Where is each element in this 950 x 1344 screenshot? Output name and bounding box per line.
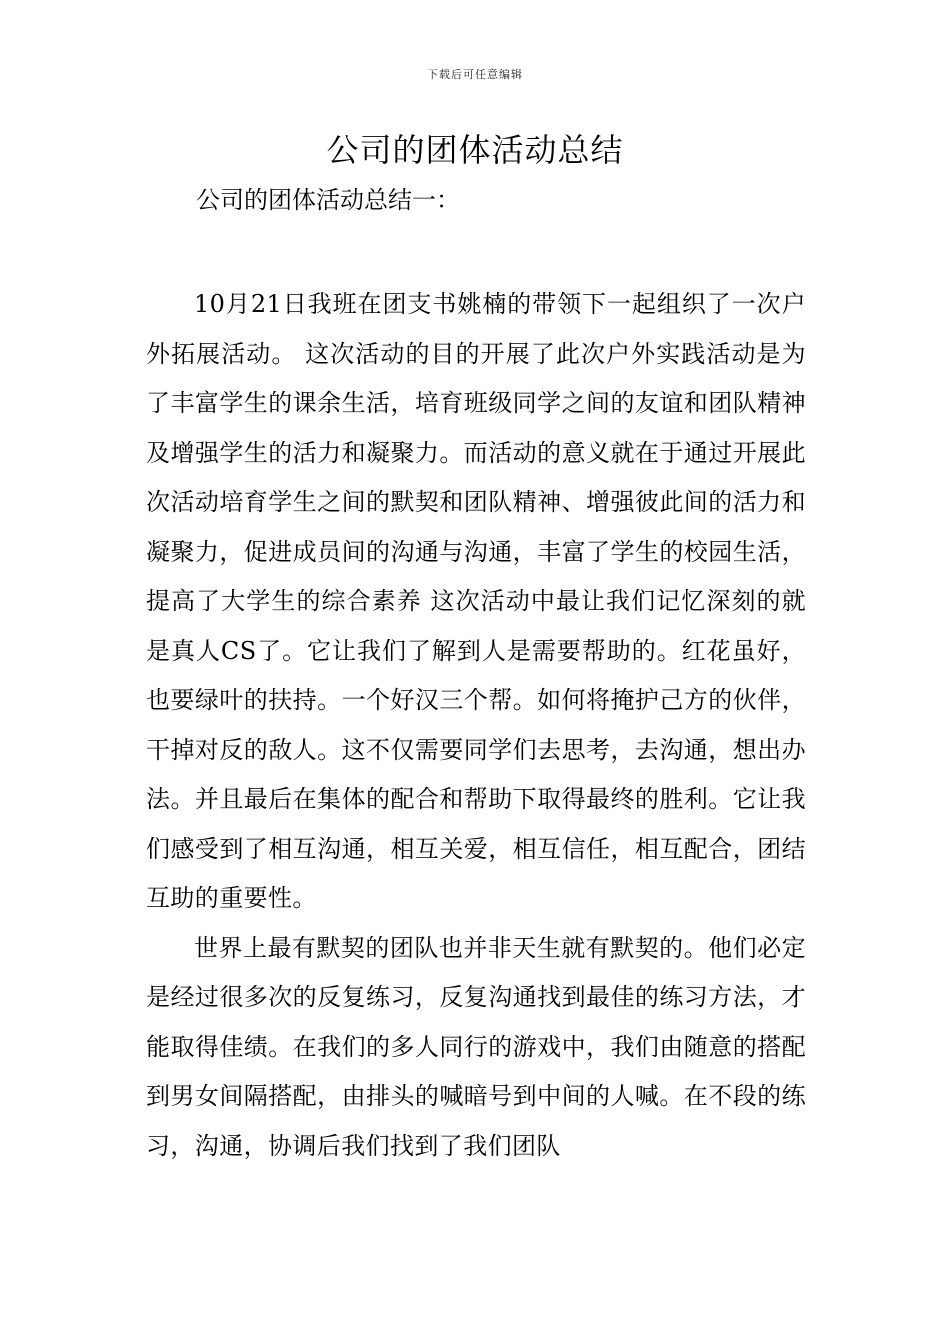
section-subtitle: 公司的团体活动总结一： (196, 186, 460, 214)
paragraph-2: 世界上最有默契的团队也并非天生就有默契的。他们必定是经过很多次的反复练习，反复沟通找到最佳的练习方法，才能取得佳绩。在我们的多人同行的游戏中，我们由随意的搭配到男女间隔搭配，由排头的喊暗号到中间的人喊。在不段的练习，沟通，协调后我们找到了我们团队 (146, 933, 806, 1160)
document-title: 公司的团体活动总结 (326, 131, 624, 169)
paragraph-1: 10月21日我班在团支书姚楠的带领下一起组织了一次户外拓展活动。 这次活动的目的开展了此次户外实践活动是为了丰富学生的课余生活，培育班级同学之间的友谊和团队精神及增强学生的活力和凝聚力。而活动的意义就在于通过开展此次活动培育学生之间的默契和团队精神、增强彼此间的活力和凝聚力，促进成员间的沟通与沟通，丰富了学生的校园生活，提高了大学生的综合素养 这次活动中最让我们记忆深刻的就是真人CS了。它让我们了解到人是需要帮助的。红花虽好，也要绿叶的扶持。一个好汉三个帮。如何将掩护己方的伙伴，干掉对反的敌人。这不仅需要同学们去思考，去沟通，想出办法。并且最后在集体的配合和帮助下取得最终的胜利。它让我们感受到了相互沟通，相互关爱，相互信任，相互配合，团结互助的重要性。 (146, 290, 806, 912)
body-text (146, 280, 806, 1171)
header-note: 下载后可任意编辑 (427, 68, 523, 81)
